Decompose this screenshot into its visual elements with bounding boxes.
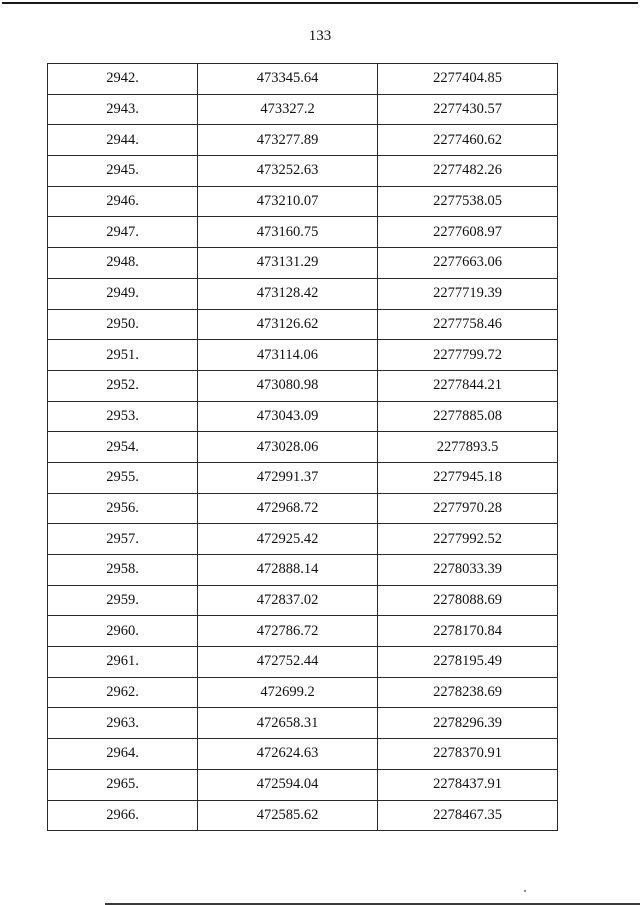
- coordinates-table-body: [48, 64, 558, 831]
- x-coordinate-cell: 472752.44: [198, 647, 378, 678]
- y-coordinate-cell: 2278370.91: [378, 739, 558, 770]
- y-coordinate-cell: 2278033.39: [378, 555, 558, 586]
- y-coordinate-cell: 2278238.69: [378, 677, 558, 708]
- x-coordinate-cell: 473028.06: [198, 432, 378, 463]
- point-number-cell: 2952.: [48, 370, 198, 401]
- x-coordinate-cell: 473345.64: [198, 64, 378, 95]
- table-row: [48, 432, 558, 463]
- y-coordinate-cell: 2278195.49: [378, 647, 558, 678]
- table-row: [48, 616, 558, 647]
- x-coordinate-cell: 473160.75: [198, 217, 378, 248]
- x-coordinate-cell: 472888.14: [198, 555, 378, 586]
- point-number-cell: 2942.: [48, 64, 198, 95]
- point-number-cell: 2951.: [48, 340, 198, 371]
- y-coordinate-cell: 2277758.46: [378, 309, 558, 340]
- table-row: [48, 555, 558, 586]
- point-number-cell: 2947.: [48, 217, 198, 248]
- y-coordinate-cell: 2278170.84: [378, 616, 558, 647]
- x-coordinate-cell: 473252.63: [198, 156, 378, 187]
- y-coordinate-cell: 2278296.39: [378, 708, 558, 739]
- point-number-cell: 2957.: [48, 524, 198, 555]
- table-row: [48, 800, 558, 831]
- table-row: [48, 647, 558, 678]
- y-coordinate-cell: 2277970.28: [378, 493, 558, 524]
- table-row: [48, 462, 558, 493]
- y-coordinate-cell: 2277844.21: [378, 370, 558, 401]
- y-coordinate-cell: 2278088.69: [378, 585, 558, 616]
- point-number-cell: 2956.: [48, 493, 198, 524]
- table-row: [48, 278, 558, 309]
- table-row: [48, 217, 558, 248]
- point-number-cell: 2961.: [48, 647, 198, 678]
- table-row: [48, 739, 558, 770]
- x-coordinate-cell: 472991.37: [198, 462, 378, 493]
- table-row: [48, 677, 558, 708]
- table-row: [48, 708, 558, 739]
- point-number-cell: 2955.: [48, 462, 198, 493]
- x-coordinate-cell: 472968.72: [198, 493, 378, 524]
- x-coordinate-cell: 473128.42: [198, 278, 378, 309]
- point-number-cell: 2959.: [48, 585, 198, 616]
- x-coordinate-cell: 472837.02: [198, 585, 378, 616]
- table-row: [48, 524, 558, 555]
- scan-speck: [524, 890, 526, 892]
- x-coordinate-cell: 472786.72: [198, 616, 378, 647]
- point-number-cell: 2948.: [48, 248, 198, 279]
- point-number-cell: 2964.: [48, 739, 198, 770]
- y-coordinate-cell: 2277404.85: [378, 64, 558, 95]
- top-border-line: [2, 2, 638, 4]
- x-coordinate-cell: 473131.29: [198, 248, 378, 279]
- x-coordinate-cell: 473114.06: [198, 340, 378, 371]
- point-number-cell: 2966.: [48, 800, 198, 831]
- table-row: [48, 340, 558, 371]
- x-coordinate-cell: 473277.89: [198, 125, 378, 156]
- x-coordinate-cell: 473126.62: [198, 309, 378, 340]
- coordinates-table: [47, 63, 558, 831]
- point-number-cell: 2943.: [48, 94, 198, 125]
- point-number-cell: 2946.: [48, 186, 198, 217]
- y-coordinate-cell: 2277719.39: [378, 278, 558, 309]
- y-coordinate-cell: 2277608.97: [378, 217, 558, 248]
- x-coordinate-cell: 473327.2: [198, 94, 378, 125]
- y-coordinate-cell: 2277893.5: [378, 432, 558, 463]
- y-coordinate-cell: 2277663.06: [378, 248, 558, 279]
- x-coordinate-cell: 472624.63: [198, 739, 378, 770]
- y-coordinate-cell: 2277992.52: [378, 524, 558, 555]
- point-number-cell: 2960.: [48, 616, 198, 647]
- table-row: [48, 769, 558, 800]
- x-coordinate-cell: 473043.09: [198, 401, 378, 432]
- y-coordinate-cell: 2278437.91: [378, 769, 558, 800]
- point-number-cell: 2950.: [48, 309, 198, 340]
- y-coordinate-cell: 2277945.18: [378, 462, 558, 493]
- y-coordinate-cell: 2277430.57: [378, 94, 558, 125]
- table-row: [48, 64, 558, 95]
- y-coordinate-cell: 2278467.35: [378, 800, 558, 831]
- x-coordinate-cell: 473080.98: [198, 370, 378, 401]
- table-row: [48, 401, 558, 432]
- table-row: [48, 186, 558, 217]
- point-number-cell: 2963.: [48, 708, 198, 739]
- point-number-cell: 2945.: [48, 156, 198, 187]
- point-number-cell: 2944.: [48, 125, 198, 156]
- point-number-cell: 2965.: [48, 769, 198, 800]
- point-number-cell: 2954.: [48, 432, 198, 463]
- x-coordinate-cell: 473210.07: [198, 186, 378, 217]
- table-row: [48, 156, 558, 187]
- table-row: [48, 309, 558, 340]
- point-number-cell: 2949.: [48, 278, 198, 309]
- x-coordinate-cell: 472585.62: [198, 800, 378, 831]
- table-row: [48, 125, 558, 156]
- point-number-cell: 2958.: [48, 555, 198, 586]
- x-coordinate-cell: 472699.2: [198, 677, 378, 708]
- y-coordinate-cell: 2277885.08: [378, 401, 558, 432]
- y-coordinate-cell: 2277482.26: [378, 156, 558, 187]
- x-coordinate-cell: 472925.42: [198, 524, 378, 555]
- table-row: [48, 493, 558, 524]
- point-number-cell: 2962.: [48, 677, 198, 708]
- x-coordinate-cell: 472594.04: [198, 769, 378, 800]
- x-coordinate-cell: 472658.31: [198, 708, 378, 739]
- y-coordinate-cell: 2277460.62: [378, 125, 558, 156]
- table-row: [48, 370, 558, 401]
- y-coordinate-cell: 2277538.05: [378, 186, 558, 217]
- y-coordinate-cell: 2277799.72: [378, 340, 558, 371]
- page-number: 133: [308, 28, 332, 44]
- point-number-cell: 2953.: [48, 401, 198, 432]
- table-row: [48, 585, 558, 616]
- table-row: [48, 248, 558, 279]
- table-row: [48, 94, 558, 125]
